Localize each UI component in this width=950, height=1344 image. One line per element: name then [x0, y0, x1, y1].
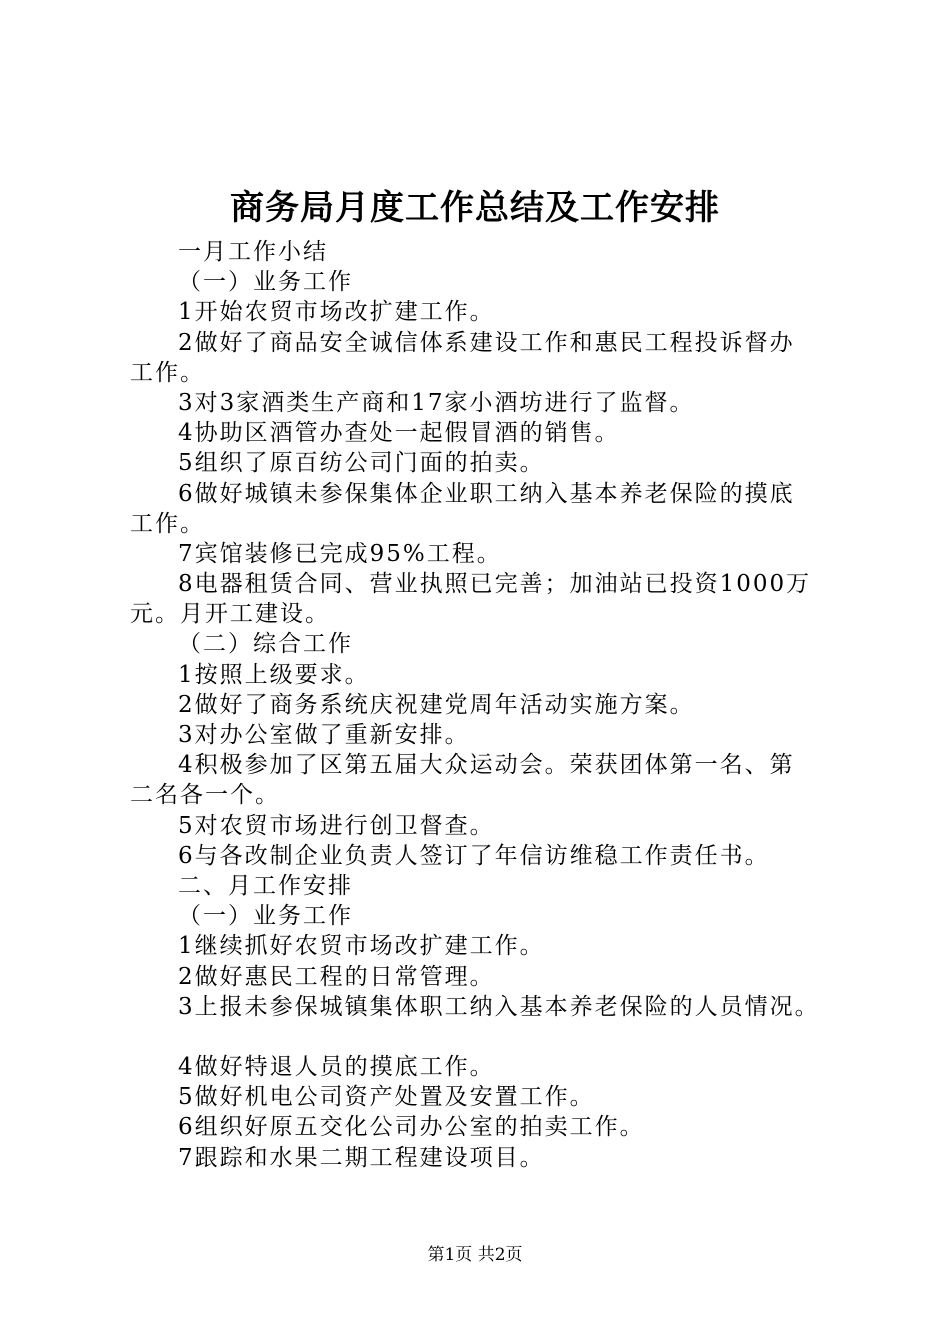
text-line: 6组织好原五交化公司办公室的拍卖工作。	[178, 1114, 645, 1141]
text-line: 2做好了商品安全诚信体系建设工作和惠民工程投诉督办	[178, 329, 795, 356]
text-line: 1开始农贸市场改扩建工作。	[178, 299, 495, 326]
text-line: 3对办公室做了重新安排。	[178, 722, 470, 748]
text-line: 4做好特退人员的摸底工作。	[178, 1054, 495, 1081]
text-line: （一）业务工作	[178, 269, 353, 296]
text-line: 5做好机电公司资产处置及安置工作。	[178, 1084, 595, 1111]
text-line: 工作。	[130, 510, 205, 537]
text-line: 2做好惠民工程的日常管理。	[178, 963, 495, 990]
text-line: 一月工作小结	[178, 239, 328, 265]
text-line: 1继续抓好农贸市场改扩建工作。	[178, 933, 545, 960]
text-line: 二名各一个。	[130, 782, 280, 809]
text-line: 6与各改制企业负责人签订了年信访维稳工作责任书。	[178, 842, 770, 869]
text-line: 6做好城镇未参保集体企业职工纳入基本养老保险的摸底	[178, 480, 795, 507]
text-line	[130, 1022, 835, 1052]
text-line: 3上报未参保城镇集体职工纳入基本养老保险的人员情况。	[178, 993, 820, 1020]
document-body	[130, 237, 835, 1173]
text-line: （一）业务工作	[178, 903, 353, 930]
text-line: （二）综合工作	[178, 631, 353, 658]
text-line: 7跟踪和水果二期工程建设项目。	[178, 1144, 545, 1171]
text-line: 元。月开工建设。	[130, 601, 330, 628]
text-line: 4协助区酒管办查处一起假冒酒的销售。	[178, 420, 620, 447]
text-line: 5对农贸市场进行创卫督查。	[178, 812, 495, 839]
text-line: 3对3家酒类生产商和17家小酒坊进行了监督。	[178, 389, 695, 416]
text-line: 二、月工作安排	[178, 872, 353, 899]
text-line: 7宾馆装修已完成95%工程。	[178, 540, 502, 567]
text-line: 2做好了商务系统庆祝建党周年活动实施方案。	[178, 691, 695, 718]
text-line: 1按照上级要求。	[178, 661, 370, 688]
text-line: 5组织了原百纺公司门面的拍卖。	[178, 450, 545, 477]
text-line: 4积极参加了区第五届大众运动会。荣获团体第一名、第	[178, 752, 795, 779]
page-footer: 第1页 共2页	[427, 1245, 523, 1265]
text-line: 8电器租赁合同、营业执照已完善；加油站已投资1000万	[178, 571, 812, 598]
document-title: 商务局月度工作总结及工作安排	[230, 188, 720, 228]
text-line: 工作。	[130, 359, 205, 386]
